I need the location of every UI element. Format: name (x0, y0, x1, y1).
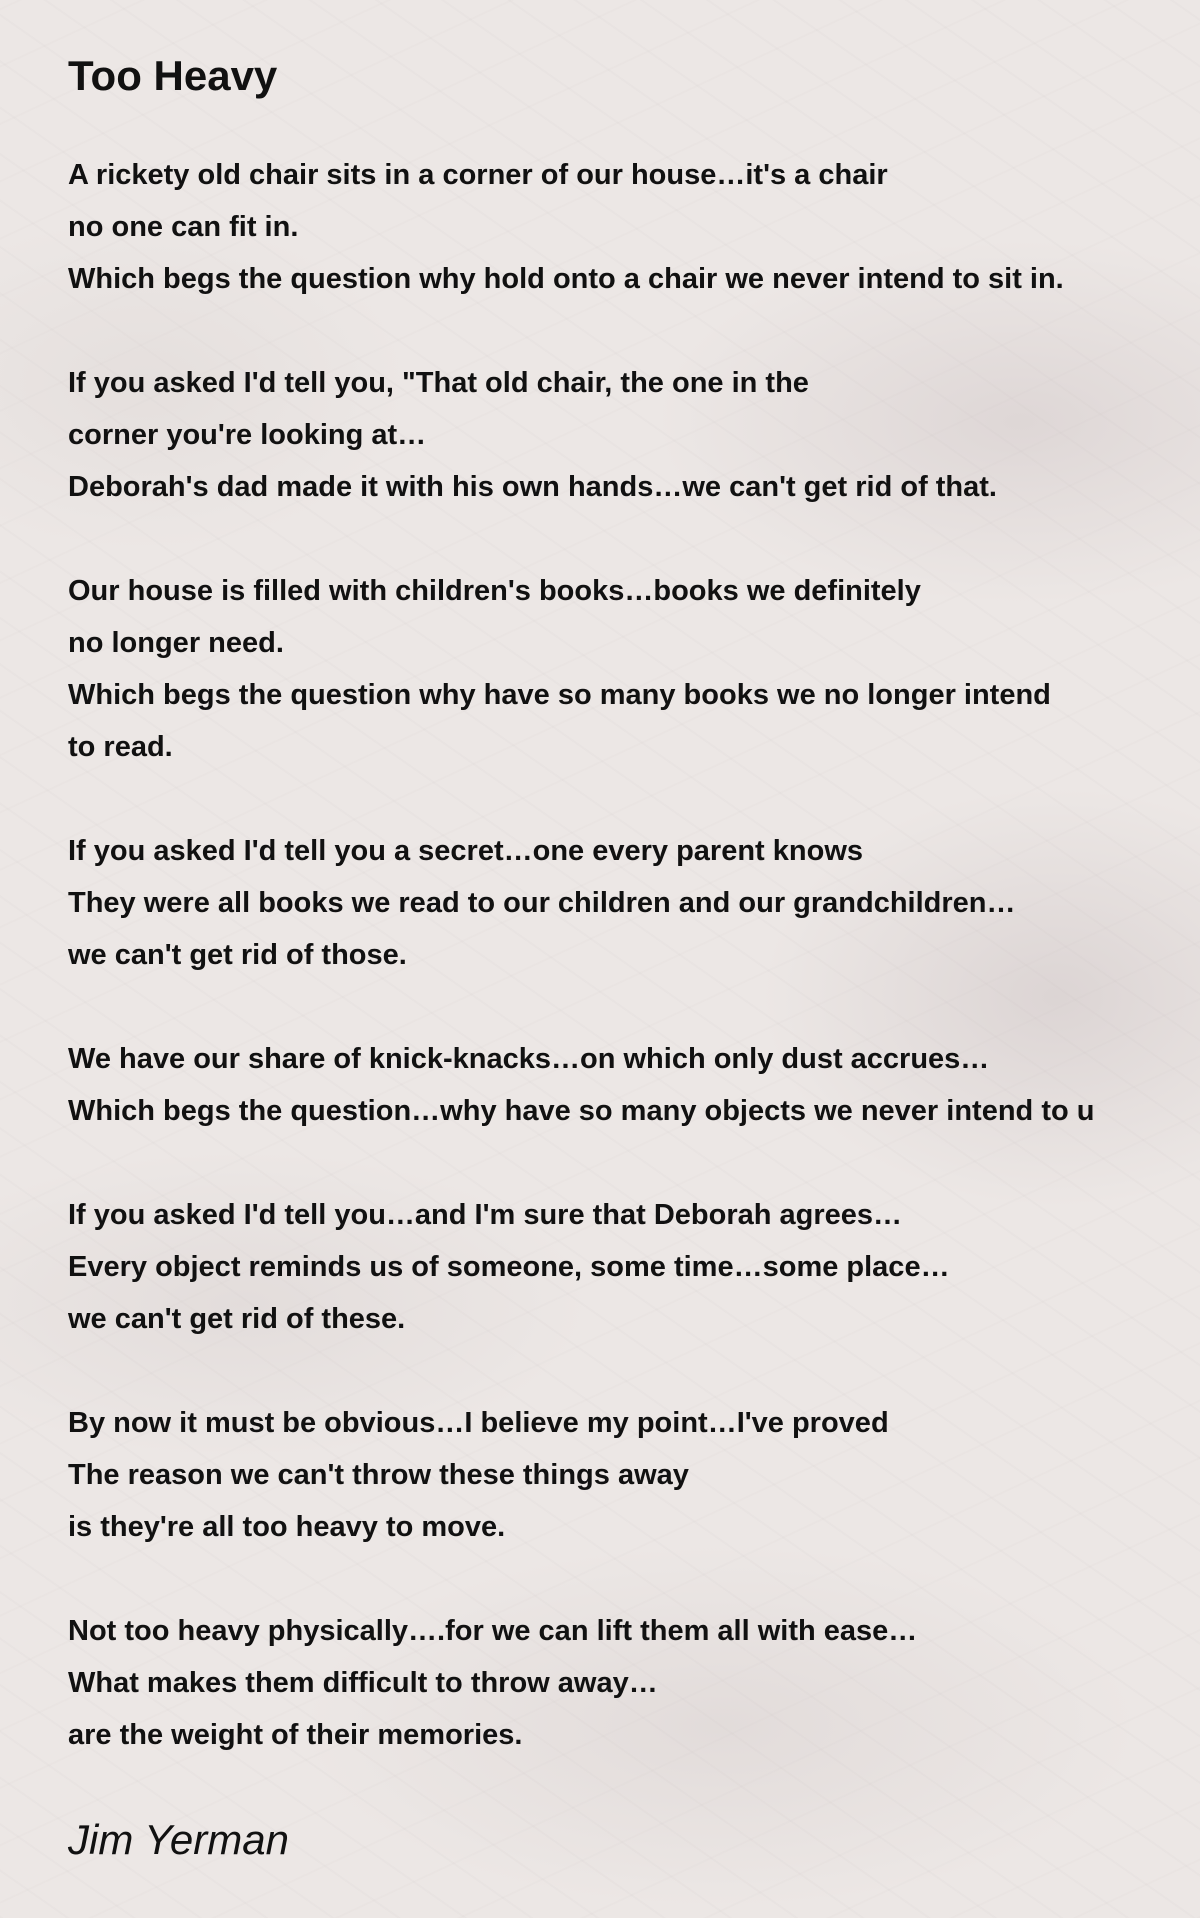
stanza-7 (68, 1397, 1200, 1553)
poem-line: Which begs the question…why have so many objects we never intend to u (68, 1095, 1095, 1127)
poem-line: we can't get rid of these. (68, 1303, 406, 1335)
poem-line: corner you're looking at… (68, 419, 427, 451)
poem-line: By now it must be obvious…I believe my point…I've proved (68, 1407, 889, 1439)
poem-line: is they're all too heavy to move. (68, 1511, 506, 1543)
stanza-2 (68, 357, 1200, 513)
poem-line: Every object reminds us of someone, some time…some place… (68, 1251, 950, 1283)
poem-line: If you asked I'd tell you…and I'm sure that Deborah agrees… (68, 1199, 903, 1231)
poem-line: are the weight of their memories. (68, 1719, 523, 1751)
poem-line: to read. (68, 731, 173, 763)
poem-line: we can't get rid of those. (68, 939, 407, 971)
poem-line: They were all books we read to our children and our grandchildren… (68, 887, 1016, 919)
stanza-5 (68, 1033, 1200, 1137)
stanza-8 (68, 1605, 1200, 1761)
stanza-6 (68, 1189, 1200, 1345)
poem-line: no longer need. (68, 627, 284, 659)
stanza-4 (68, 825, 1200, 981)
poem-line: Deborah's dad made it with his own hands…we can't get rid of that. (68, 471, 997, 503)
poem-line: If you asked I'd tell you, "That old chair, the one in the (68, 367, 809, 399)
poem-line: If you asked I'd tell you a secret…one every parent knows (68, 835, 864, 867)
poem-line: Not too heavy physically….for we can lift them all with ease… (68, 1615, 918, 1647)
poem-title: Too Heavy (68, 52, 278, 99)
poem-line: We have our share of knick-knacks…on which only dust accrues… (68, 1043, 990, 1075)
poem-line: What makes them difficult to throw away… (68, 1667, 658, 1699)
poem-line: Which begs the question why have so many books we no longer intend (68, 679, 1051, 711)
poem-line: no one can fit in. (68, 211, 299, 243)
poem-line: The reason we can't throw these things away (68, 1459, 689, 1491)
stanza-1 (68, 149, 1200, 305)
poem-line: Our house is filled with children's books…books we definitely (68, 575, 921, 607)
stanza-3 (68, 565, 1200, 773)
poem-line: Which begs the question why hold onto a chair we never intend to sit in. (68, 263, 1064, 295)
poem-line: A rickety old chair sits in a corner of our house…it's a chair (68, 159, 888, 191)
poem-author: Jim Yerman (68, 1816, 289, 1863)
poem-body (68, 149, 1200, 1813)
